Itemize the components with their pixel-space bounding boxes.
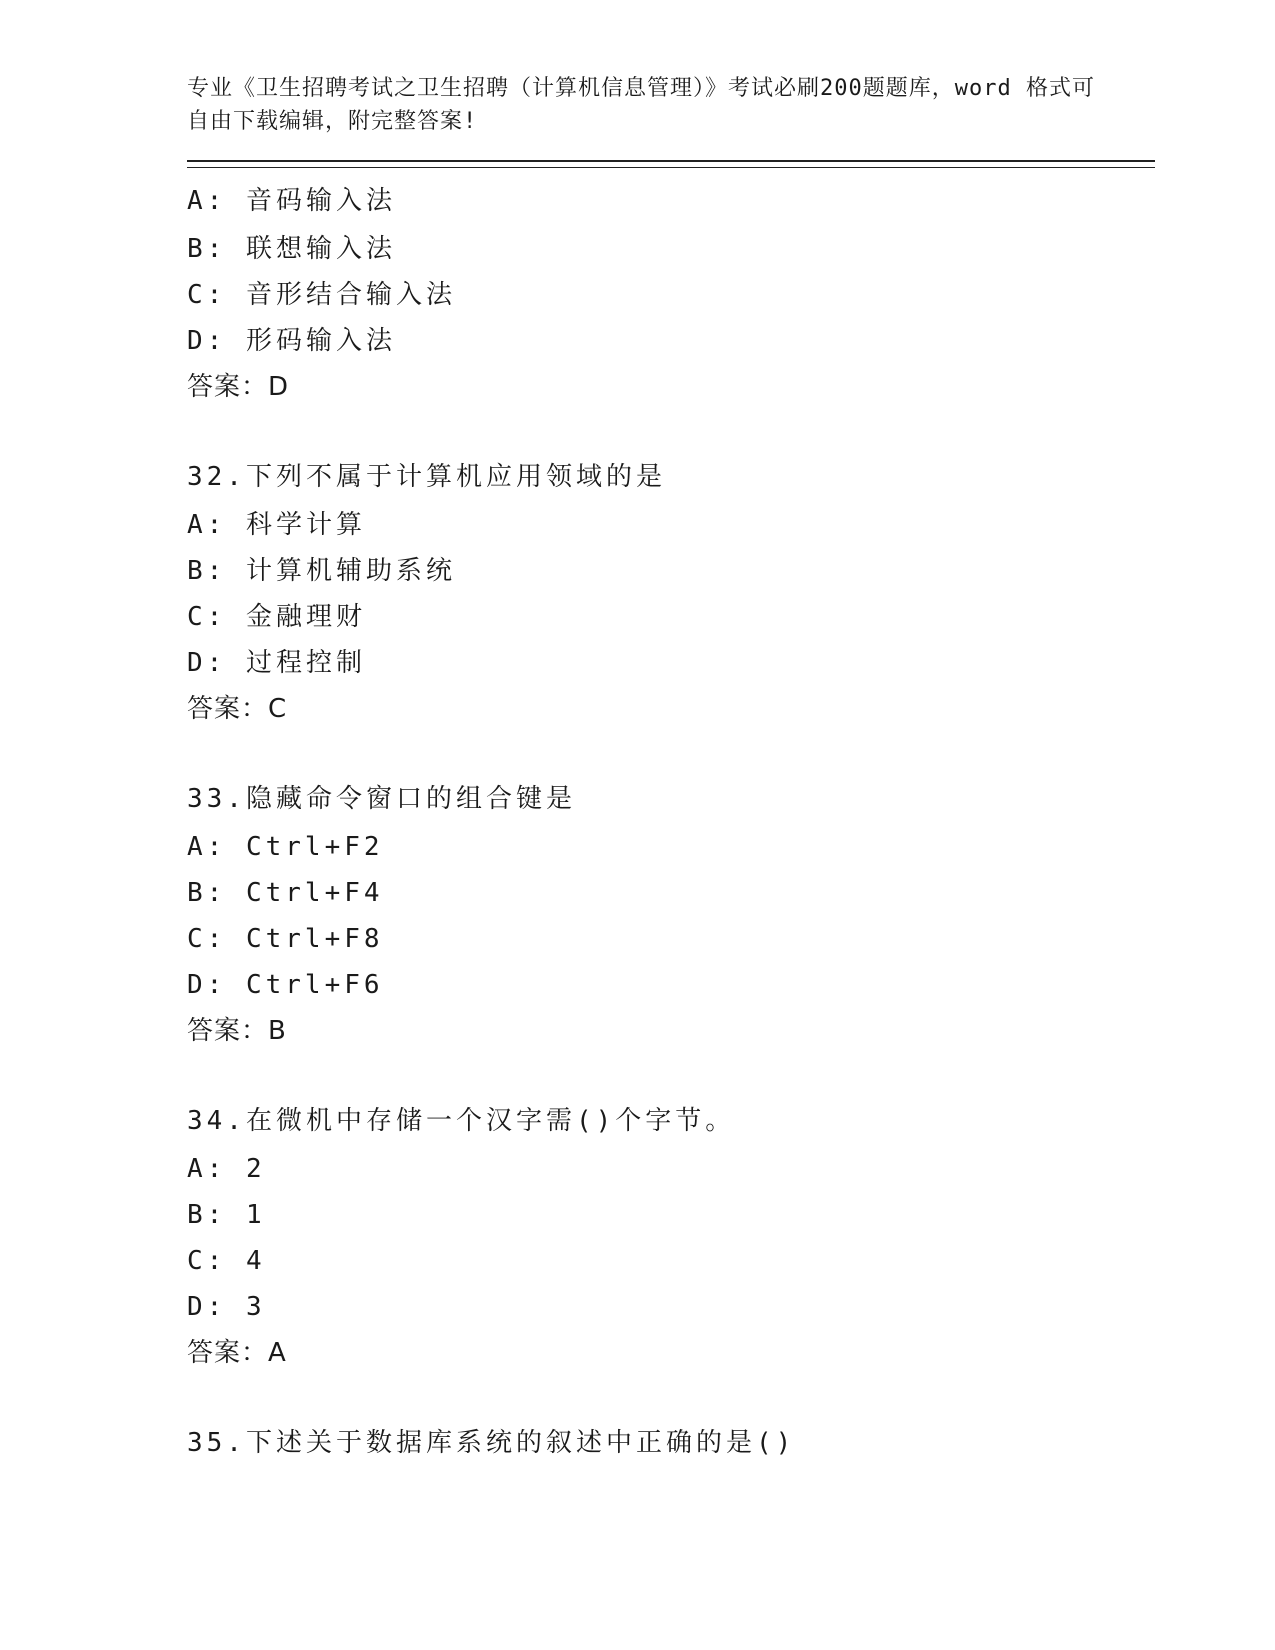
option-d: D: Ctrl+F6 bbox=[187, 970, 384, 1000]
question-31-continued bbox=[187, 178, 1157, 410]
question-32 bbox=[187, 454, 1157, 732]
option-a: A: Ctrl+F2 bbox=[187, 832, 384, 862]
option-a: A: 科学计算 bbox=[187, 510, 366, 540]
document-header: 专业《卫生招聘考试之卫生招聘（计算机信息管理）》考试必刷200题题库，word 格式可自由下载编辑，附完整答案! bbox=[187, 76, 1095, 134]
option-d: D: 3 bbox=[187, 1292, 266, 1322]
option-b: B: 计算机辅助系统 bbox=[187, 556, 456, 586]
option-b: B: 1 bbox=[187, 1200, 266, 1230]
question-stem: 32.下列不属于计算机应用领域的是 bbox=[187, 462, 666, 492]
option-b: B: 联想输入法 bbox=[187, 234, 396, 264]
question-stem: 34.在微机中存储一个汉字需()个字节。 bbox=[187, 1106, 736, 1136]
answer-line: 答案：D bbox=[187, 372, 290, 402]
option-a: A: 2 bbox=[187, 1154, 266, 1184]
option-c: C: 金融理财 bbox=[187, 602, 366, 632]
option-d: D: 过程控制 bbox=[187, 648, 366, 678]
option-b: B: Ctrl+F4 bbox=[187, 878, 384, 908]
answer-line: 答案：B bbox=[187, 1016, 287, 1046]
option-d: D: 形码输入法 bbox=[187, 326, 396, 356]
question-34 bbox=[187, 1098, 1157, 1376]
answer-line: 答案：A bbox=[187, 1338, 287, 1368]
option-c: C: Ctrl+F8 bbox=[187, 924, 384, 954]
header-divider bbox=[187, 160, 1155, 168]
question-33 bbox=[187, 776, 1157, 1054]
option-a: A: 音码输入法 bbox=[187, 186, 396, 216]
option-c: C: 音形结合输入法 bbox=[187, 280, 456, 310]
answer-line: 答案：C bbox=[187, 694, 288, 724]
document-page bbox=[187, 0, 1157, 1468]
option-c: C: 4 bbox=[187, 1246, 266, 1276]
question-list bbox=[187, 178, 1157, 1468]
question-35 bbox=[187, 1420, 1157, 1468]
question-stem: 33.隐藏命令窗口的组合键是 bbox=[187, 784, 576, 814]
question-stem: 35.下述关于数据库系统的叙述中正确的是() bbox=[187, 1428, 796, 1458]
